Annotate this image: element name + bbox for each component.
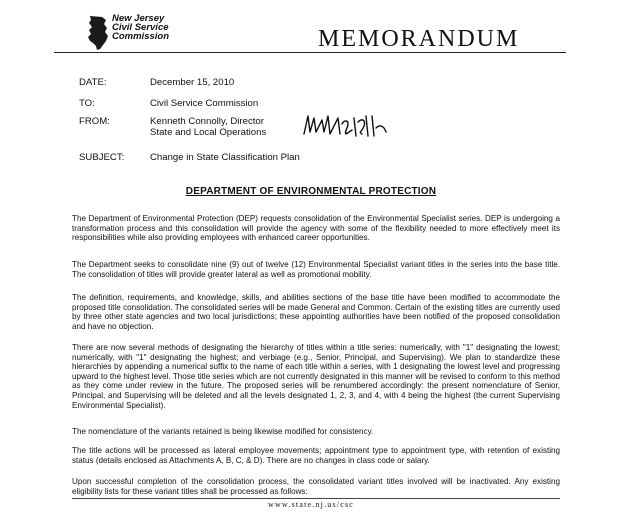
subject-label: SUBJECT: xyxy=(79,152,125,163)
subject-value: Change in State Classification Plan xyxy=(150,152,300,163)
date-value: December 15, 2010 xyxy=(150,77,235,88)
memo-title: MEMORANDUM xyxy=(318,26,520,52)
body-paragraph: The title actions will be processed as lateral employee movements; appointment type to appointment type, with retention of existing status (details enclosed as Attachments A, B, C, & D). There are no changes in class code or salary. xyxy=(72,446,560,465)
from-label: FROM: xyxy=(79,116,110,127)
body-paragraph: The Department of Environmental Protection (DEP) requests consolidation of the Environmental Specialist series. DEP is undergoing a transformation process and this consolidation will provide the agency with some of the flexibility needed to more effectively meet its responsibilities while also providing employees with enhanced career opportunities. xyxy=(72,214,560,243)
section-title: DEPARTMENT OF ENVIRONMENTAL PROTECTION xyxy=(185,186,437,197)
footer-url: www.state.nj.us/csc xyxy=(267,500,355,509)
logo-wordmark xyxy=(112,14,169,41)
from-name: Kenneth Connolly, Director xyxy=(150,116,264,127)
from-office: State and Local Operations xyxy=(150,127,267,138)
body-paragraph: The Department seeks to consolidate nine (9) out of twelve (12) Environmental Specialist variant titles in the series into the base title. The consolidation of titles will provide greater lateral as well as promotional mobility. xyxy=(72,260,560,279)
body-paragraph: The definition, requirements, and knowledge, skills, and abilities sections of the base title have been modified to accommodate the proposed title consolidation. The consolidated series will be made General and Common. Certain of the existing titles are currently used by three other state agencies and two local jurisdictions; these appointing authorities have been notified of the proposed consolidation and have no objection. xyxy=(72,293,560,331)
handwritten-signature xyxy=(300,110,392,140)
header-divider xyxy=(54,52,566,53)
footer-divider xyxy=(72,498,560,499)
logo-line-agency-2: Commission xyxy=(112,31,170,42)
date-label: DATE: xyxy=(79,77,107,88)
body-paragraph: The nomenclature of the variants retained is being likewise modified for consistency. xyxy=(72,427,374,436)
to-label: TO: xyxy=(79,98,95,109)
body-paragraph: Upon successful completion of the consolidation process, the consolidated variant titles involved will be inactivated. Any existing eligibility lists for these variant titles shall be processed as follows: xyxy=(72,477,560,496)
logo-line-agency-1: Civil Service xyxy=(112,22,169,33)
to-value: Civil Service Commission xyxy=(150,98,259,109)
logo-line-state: New Jersey xyxy=(112,13,165,24)
body-paragraph: There are now several methods of designating the hierarchy of titles within a title series: numerically, with "1" designating the lowest; numerically, with "1" designating the highest; and verbiage (e.g., Senior, Principal, and Supervising). We plan to standardize these hierarchies by appending a numerical suffix to the name of each title within a series, with 1 designating the lowest level and progressing upward to the highest level. Those title series which are not currently designated in this manner will be revised to conform to this method as they come under review in the future. The proposed series will be renumbered accordingly: the present nomenclature of Senior, Principal, and Supervising will be deleted and all the levels designated 1, 2, 3, and 4, with 4 being the highest (the current Supervising Environmental Specialist). xyxy=(72,343,560,410)
